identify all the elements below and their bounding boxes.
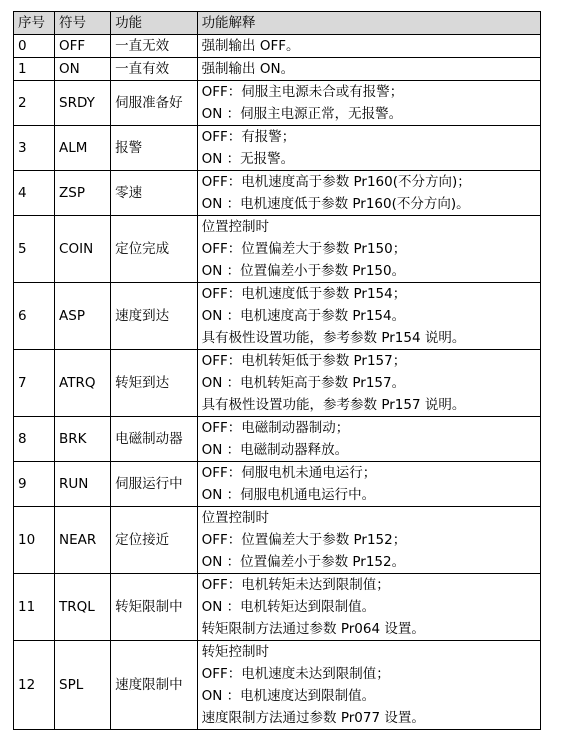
explanation-line: OFF：位置偏差大于参数 Pr152； [201,532,407,548]
table-row [14,462,541,507]
table-row [14,507,541,574]
row-function-cell: 零速 [111,171,197,216]
header-symbol: 符号 [55,12,111,35]
explanation-line: 位置控制时 [201,510,270,526]
row-explanation-cell [197,35,540,58]
table-header [14,12,541,35]
explanation-line: ON ：电机速度达到限制值。 [201,688,376,704]
header-explanation: 功能解释 [197,12,540,35]
explanation-line: ON ：电机转矩达到限制值。 [201,599,376,615]
row-function-cell: 转矩限制中 [111,574,197,641]
row-symbol-cell: ASP [55,283,111,350]
row-no-cell: 3 [14,126,55,171]
row-explanation-cell [197,462,540,507]
explanation-line: OFF：有报警； [201,129,296,145]
row-explanation-cell [197,81,540,126]
explanation-line: ON ：电磁制动器释放。 [201,442,349,458]
row-explanation-cell [197,58,540,81]
explanation-line: OFF：电机转矩低于参数 Pr157； [201,353,407,369]
row-no-cell: 7 [14,350,55,417]
row-symbol-cell: NEAR [55,507,111,574]
row-explanation-cell [197,171,540,216]
row-explanation-cell [197,126,540,171]
explanation-line: ON ：电机速度低于参数 Pr160(不分方向)。 [201,196,470,212]
row-symbol-cell: COIN [55,216,111,283]
header-function: 功能 [111,12,197,35]
explanation-line: 强制输出 OFF。 [201,38,300,54]
explanation-line: ON ：伺服电机通电运行中。 [201,487,376,503]
table-row [14,641,541,730]
row-no-cell: 11 [14,574,55,641]
explanation-line: 转矩控制时 [201,644,270,660]
explanation-line: ON ：位置偏差小于参数 Pr152。 [201,554,406,570]
row-symbol-cell: ZSP [55,171,111,216]
explanation-line: OFF：电机速度未达到限制值； [201,666,390,682]
row-explanation-cell [197,417,540,462]
explanation-line: ON ：位置偏差小于参数 Pr150。 [201,263,406,279]
row-function-cell: 速度到达 [111,283,197,350]
row-function-cell: 一直有效 [111,58,197,81]
explanation-line: 转矩限制方法通过参数 Pr064 设置。 [201,621,425,637]
explanation-line: ON ：无报警。 [201,151,295,167]
row-no-cell: 6 [14,283,55,350]
table-row [14,58,541,81]
explanation-line: ON ：伺服主电源正常，无报警。 [201,106,403,122]
explanation-line: 具有极性设置功能，参考参数 Pr154 说明。 [201,330,466,346]
row-no-cell: 2 [14,81,55,126]
row-symbol-cell: ALM [55,126,111,171]
explanation-line: ON ：电机速度高于参数 Pr154。 [201,308,406,324]
explanation-line: 速度限制方法通过参数 Pr077 设置。 [201,710,425,726]
explanation-line: OFF：伺服电机未通电运行； [201,465,377,481]
row-no-cell: 10 [14,507,55,574]
row-no-cell: 8 [14,417,55,462]
row-explanation-cell [197,283,540,350]
explanation-line: OFF：电磁制动器制动； [201,420,350,436]
table-row [14,81,541,126]
row-symbol-cell: BRK [55,417,111,462]
row-no-cell: 0 [14,35,55,58]
row-symbol-cell: ON [55,58,111,81]
row-function-cell: 定位完成 [111,216,197,283]
explanation-line: OFF：电机转矩未达到限制值； [201,577,390,593]
explanation-line: 位置控制时 [201,219,270,235]
explanation-line: OFF：电机速度高于参数 Pr160(不分方向)； [201,174,471,190]
row-symbol-cell: RUN [55,462,111,507]
row-explanation-cell [197,641,540,730]
explanation-line: 强制输出 ON。 [201,61,295,77]
table-row [14,350,541,417]
explanation-line: ON ：电机转矩高于参数 Pr157。 [201,375,406,391]
row-symbol-cell: SPL [55,641,111,730]
row-function-cell: 一直无效 [111,35,197,58]
row-explanation-cell [197,574,540,641]
row-explanation-cell [197,507,540,574]
row-symbol-cell: SRDY [55,81,111,126]
explanation-line: OFF：位置偏差大于参数 Pr150； [201,241,407,257]
row-function-cell: 电磁制动器 [111,417,197,462]
row-no-cell: 5 [14,216,55,283]
table-row [14,35,541,58]
row-function-cell: 速度限制中 [111,641,197,730]
row-no-cell: 4 [14,171,55,216]
row-function-cell: 定位接近 [111,507,197,574]
table-row [14,216,541,283]
table-row [14,574,541,641]
row-explanation-cell [197,350,540,417]
table-row [14,126,541,171]
table-body [14,35,541,730]
row-symbol-cell: ATRQ [55,350,111,417]
row-no-cell: 9 [14,462,55,507]
row-symbol-cell: OFF [55,35,111,58]
explanation-line: 具有极性设置功能，参考参数 Pr157 说明。 [201,397,466,413]
table-row [14,171,541,216]
header-row [14,12,541,35]
row-no-cell: 12 [14,641,55,730]
row-function-cell: 伺服运行中 [111,462,197,507]
row-function-cell: 伺服准备好 [111,81,197,126]
row-explanation-cell [197,216,540,283]
explanation-line: OFF：电机速度低于参数 Pr154； [201,286,407,302]
header-no: 序号 [14,12,55,35]
row-function-cell: 报警 [111,126,197,171]
table-row [14,417,541,462]
row-function-cell: 转矩到达 [111,350,197,417]
table-row [14,283,541,350]
explanation-line: OFF：伺服主电源未合或有报警； [201,84,404,100]
row-no-cell: 1 [14,58,55,81]
output-function-table [13,11,541,730]
row-symbol-cell: TRQL [55,574,111,641]
